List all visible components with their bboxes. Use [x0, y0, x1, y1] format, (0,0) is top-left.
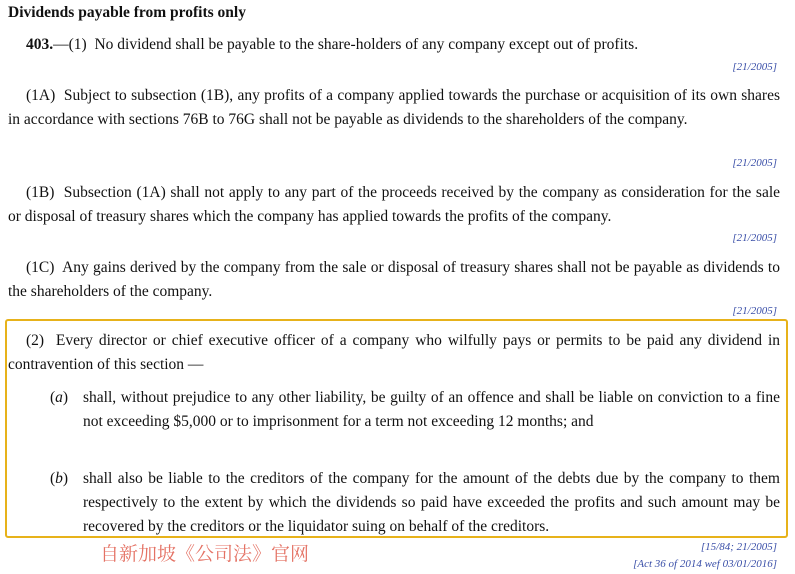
- paragraph-text: Subsection (1A) shall not apply to any part of the proceeds received by the company as consideration for the sale or disposal of treasury shares which the company has applied towards the profits of the company.: [8, 184, 781, 225]
- item-text: shall also be liable to the creditors of the company for the amount of the debts due by the company to them respectively to the extent by which the dividends so paid have exceeded the profits and such amount may be recovered by the creditors or the liquidator suing on behalf of the creditors.: [83, 470, 780, 535]
- paragraph-1b: [8, 181, 780, 229]
- paragraph-2: [8, 329, 780, 377]
- amendment-ref: [15/84; 21/2005]: [700, 541, 777, 553]
- paragraph-text: Every director or chief executive officer of a company who wilfully pays or permits to be paid any dividend in contravention of this section —: [8, 332, 780, 373]
- subsection-label: (2): [26, 332, 45, 349]
- subsection-label: (1B): [26, 184, 55, 201]
- section-number: 403.: [26, 36, 54, 53]
- paragraph-1a: [8, 84, 780, 132]
- amendment-ref: [21/2005]: [732, 157, 777, 169]
- amendment-ref: [21/2005]: [732, 305, 777, 317]
- item-text: shall, without prejudice to any other liability, be guilty of an offence and shall be liable on conviction to a fine not exceeding $5,000 or to imprisonment for a term not exceeding 12 months; and: [83, 389, 780, 430]
- item-marker: (a): [50, 389, 69, 406]
- paragraph-text: Subject to subsection (1B), any profits of a company applied towards the purchase or acquisition of its own shares in accordance with sections 76B to 76G shall not be payable as dividends to the shareholders of the company.: [8, 87, 780, 128]
- amendment-ref-act: [Act 36 of 2014 wef 03/01/2016]: [633, 558, 777, 570]
- subsection-label: (1C): [26, 259, 55, 276]
- source-watermark: 自新加坡《公司法》官网: [100, 543, 310, 565]
- list-item-b: [50, 467, 780, 539]
- item-marker: (b): [50, 470, 69, 487]
- section-heading: Dividends payable from profits only: [8, 4, 246, 21]
- paragraph-text: Any gains derived by the company from the sale or disposal of treasury shares shall not be payable as dividends to the shareholders of the company.: [8, 259, 780, 300]
- amendment-ref: [21/2005]: [732, 61, 777, 73]
- paragraph-403-1: [8, 33, 780, 57]
- paragraph-text: No dividend shall be payable to the share-holders of any company except out of profits.: [94, 36, 639, 53]
- amendment-ref: [21/2005]: [732, 232, 777, 244]
- subsection-label: (1A): [26, 87, 56, 104]
- list-item-a: [50, 386, 780, 434]
- subsection-label: —(1): [53, 36, 87, 53]
- paragraph-1c: [8, 256, 780, 304]
